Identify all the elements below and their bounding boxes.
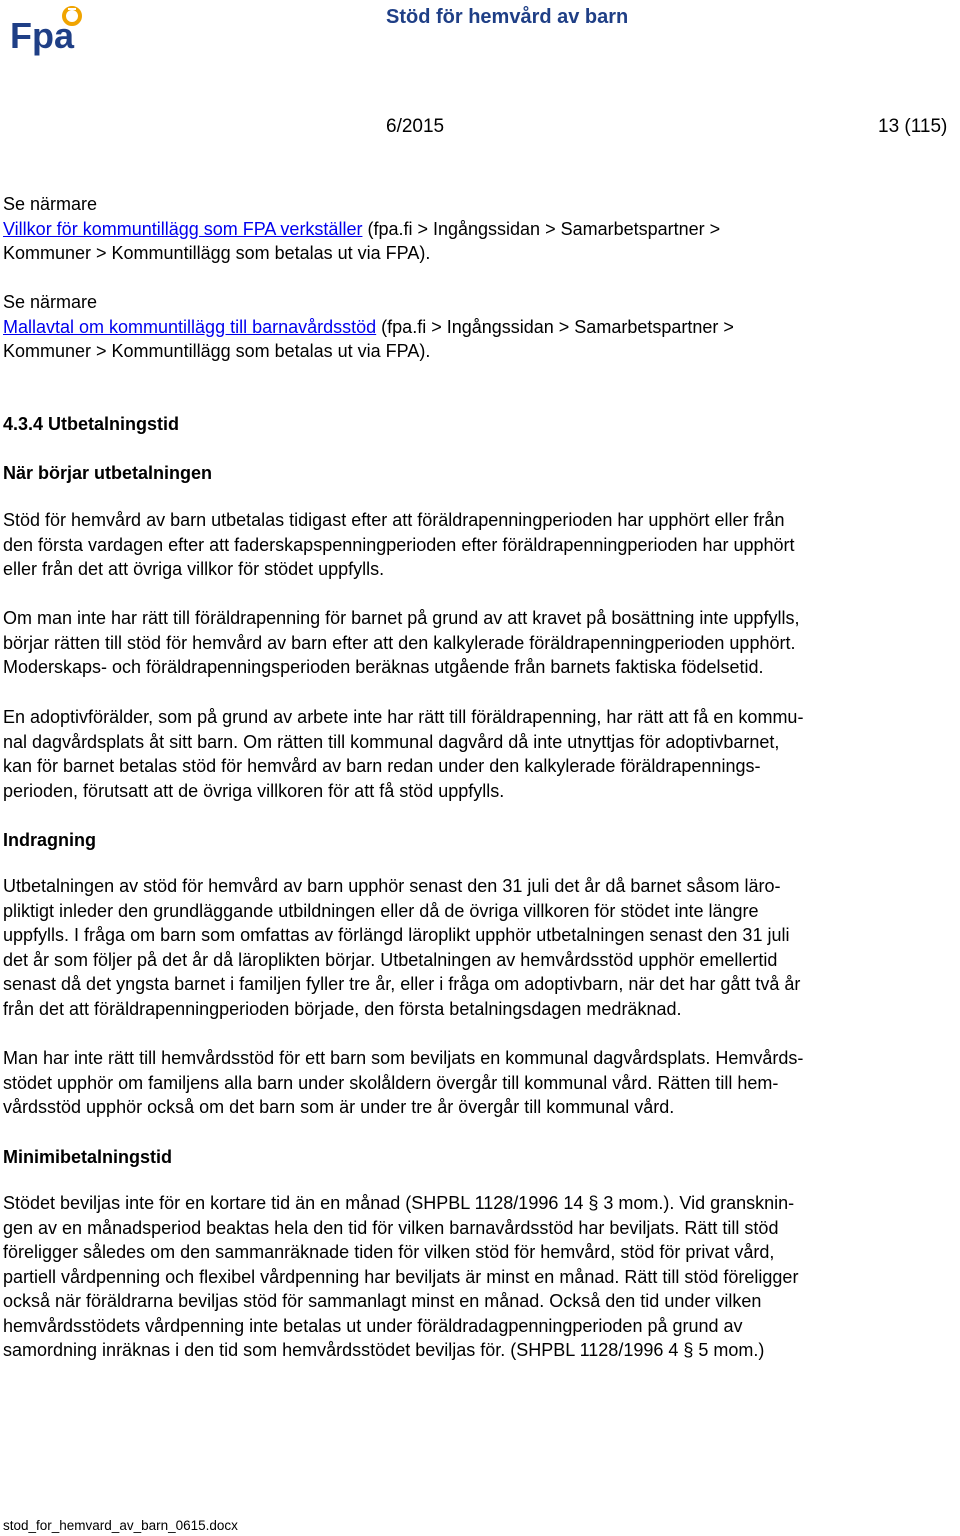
text-line: Moderskaps- och föräldrapenningsperioden beräknas utgående från barnets faktiska födelsetid. bbox=[3, 657, 764, 677]
text-line: eller från det att övriga villkor för stödet uppfylls. bbox=[3, 559, 385, 579]
text-line: En adoptivförälder, som på grund av arbete inte har rätt till föräldrapenning, har rätt att få en kommu- bbox=[3, 707, 804, 727]
reference-intro: Se närmare bbox=[3, 194, 98, 214]
text-line: vårdsstöd upphör också om det barn som är under tre år övergår till kommunal vård. bbox=[3, 1097, 675, 1117]
section-heading: 4.3.4 Utbetalningstid bbox=[3, 414, 180, 434]
text-line: också när föräldrarna beviljas stöd för sammanlagt minst en månad. Också den tid under vilken bbox=[3, 1291, 762, 1311]
paragraph bbox=[3, 1191, 960, 1363]
text-line: kan för barnet betalas stöd för hemvård av barn redan under den kalkylerade föräldrapennings- bbox=[3, 756, 761, 776]
document-title: Stöd för hemvård av barn bbox=[386, 6, 629, 28]
villkor-kommuntillagg-link[interactable]: Villkor för kommuntillägg som FPA verkställer bbox=[3, 218, 363, 239]
page-number: 13 (115) bbox=[878, 116, 948, 137]
reference-path-cont: Kommuner > Kommuntillägg som betalas ut via FPA). bbox=[3, 341, 431, 361]
reference-path-cont: Kommuner > Kommuntillägg som betalas ut via FPA). bbox=[3, 243, 431, 263]
footer-filename: stod_for_hemvard_av_barn_0615.docx bbox=[3, 1518, 238, 1533]
reference-path: (fpa.fi > Ingångssidan > Samarbetspartner > bbox=[376, 316, 734, 337]
reference-block bbox=[3, 290, 960, 364]
subheading-minimibetalningstid: Minimibetalningstid bbox=[3, 1147, 172, 1167]
text-line: Om man inte har rätt till föräldrapenning för barnet på grund av att kravet på bosättning inte uppfylls, bbox=[3, 608, 800, 628]
subheading-nar-borjar: När börjar utbetalningen bbox=[3, 463, 213, 483]
paragraph bbox=[3, 606, 960, 680]
paragraph bbox=[3, 1046, 960, 1120]
text-line: från det att föräldrapenningperioden började, den första betalningsdagen medräknad. bbox=[3, 998, 682, 1019]
text-line: nal dagvårdsplats åt sitt barn. Om rätten till kommunal dagvård då inte utnyttjas för adoptivbarnet, bbox=[3, 731, 780, 752]
text-line: det år som följer på det år då läroplikten börjar. Utbetalningen av hemvårdsstöd upphör emellertid bbox=[3, 949, 778, 970]
document-date: 6/2015 bbox=[386, 116, 445, 137]
text-line: uppfylls. I fråga om barn som omfattas av förlängd läroplikt upphör utbetalningen senast den 31 juli bbox=[3, 925, 790, 945]
text-line: Stöd för hemvård av barn utbetalas tidigast efter att föräldrapenningperioden har upphört eller från bbox=[3, 510, 785, 530]
text-line: Man har inte rätt till hemvårdsstöd för ett barn som beviljats en kommunal dagvårdsplats. Hemvårds- bbox=[3, 1048, 804, 1068]
paragraph bbox=[3, 874, 960, 1021]
text-line: stödet upphör om familjens alla barn under skolåldern övergår till kommunal vård. Rätten till hem- bbox=[3, 1072, 779, 1093]
text-line: partiell vårdpenning och flexibel vårdpenning har beviljats är minst en månad. Rätt till stöd föreligger bbox=[3, 1266, 799, 1287]
text-line: börjar rätten till stöd för hemvård av barn efter att den kalkylerade föräldrapenningperioden upphört. bbox=[3, 632, 796, 653]
fpa-logo bbox=[10, 4, 90, 56]
text-line: den första vardagen efter att faderskapspenningperioden efter föräldrapenningperioden har upphört bbox=[3, 534, 795, 555]
text-line: perioden, förutsatt att de övriga villkoren för att få stöd uppfylls. bbox=[3, 780, 505, 801]
text-line: senast då det yngsta barnet i familjen fyller tre år, eller i fråga om adoptivbarn, när det har gått två år bbox=[3, 974, 801, 994]
reference-block bbox=[3, 192, 960, 266]
reference-line bbox=[3, 315, 960, 340]
text-line: Utbetalningen av stöd för hemvård av barn upphör senast den 31 juli det år då barnet såsom läro- bbox=[3, 876, 781, 896]
text-line: föreligger således om den sammanräknade tiden för vilken stöd för hemvård, stöd för privat vård, bbox=[3, 1242, 775, 1262]
text-line: gen av en månadsperiod beaktas hela den tid för vilken barnavårdsstöd har beviljats. Rätt till stöd bbox=[3, 1217, 779, 1238]
fpa-logo-text: Fpa bbox=[10, 15, 75, 56]
text-line: pliktigt inleder den grundläggande utbildningen eller då de övriga villkoren för stödet inte längre bbox=[3, 900, 759, 921]
reference-path: (fpa.fi > Ingångssidan > Samarbetspartner > bbox=[362, 218, 721, 239]
paragraph bbox=[3, 705, 960, 803]
text-line: samordning inräknas i den tid som hemvårdsstödet beviljas för. (SHPBL 1128/1996 4 § 5 mom.) bbox=[3, 1340, 765, 1360]
reference-intro: Se närmare bbox=[3, 292, 98, 312]
text-line: hemvårdsstödets vårdpenning inte betalas ut under föräldradagpenningperioden på grund av bbox=[3, 1315, 743, 1336]
reference-line bbox=[3, 217, 960, 242]
mallavtal-kommuntillagg-link[interactable]: Mallavtal om kommuntillägg till barnavårdsstöd bbox=[3, 316, 377, 337]
paragraph bbox=[3, 508, 960, 582]
text-line: Stödet beviljas inte för en kortare tid än en månad (SHPBL 1128/1996 14 § 3 mom.). Vid gransknin- bbox=[3, 1193, 795, 1213]
subheading-indragning: Indragning bbox=[3, 830, 96, 850]
